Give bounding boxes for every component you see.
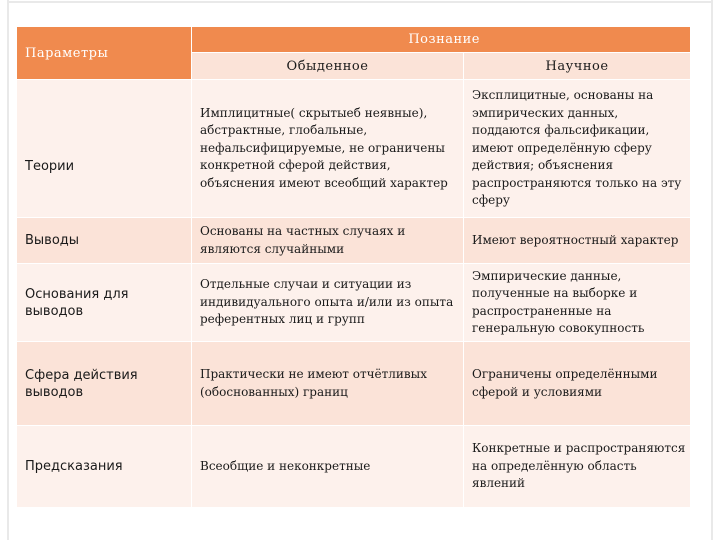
table-row-theories	[17, 80, 691, 218]
comparison-table	[16, 26, 691, 508]
header-ordinary: Обыденное	[192, 53, 464, 80]
cell-ordinary-grounds: Отдельные случаи и ситуации из индивидуального опыта и/или из опыта референтных лиц и групп	[192, 264, 464, 342]
cell-ordinary-scope: Практически не имеют отчётливых (обоснованных) границ	[192, 342, 464, 426]
table-row-predictions	[17, 426, 691, 508]
row-label-predictions: Предсказания	[17, 426, 192, 508]
table-row-scope	[17, 342, 691, 426]
cell-scientific-predictions: Конкретные и распространяются на определённую область явлений	[464, 426, 691, 508]
cell-ordinary-conclusions: Основаны на частных случаях и являются случайными	[192, 218, 464, 264]
cell-scientific-scope: Ограничены определёнными сферой и условиями	[464, 342, 691, 426]
cell-scientific-grounds: Эмпирические данные, полученные на выборке и распространенные на генеральную совокупность	[464, 264, 691, 342]
table-row-conclusions	[17, 218, 691, 264]
header-params: Параметры	[17, 27, 192, 80]
slide-frame-left	[7, 0, 9, 540]
cell-ordinary-predictions: Всеобщие и неконкретные	[192, 426, 464, 508]
table-row-grounds	[17, 264, 691, 342]
row-label-theories: Теории	[17, 80, 192, 218]
header-knowledge: Познание	[192, 27, 691, 53]
cell-ordinary-theories: Имплицитные( скрытыеб неявные), абстрактные, глобальные, нефальсифицируемые, не ограничены конкретной сферой действия, объяснения имеют всеобщий характер	[192, 80, 464, 218]
slide-frame-right	[711, 0, 713, 540]
cell-scientific-theories: Эксплицитные, основаны на эмпирических данных, поддаются фальсификации, имеют определённую сферу действия; объяснения распространяются только на эту сферу	[464, 80, 691, 218]
header-scientific: Научное	[464, 53, 691, 80]
slide-frame-top	[7, 1, 713, 3]
row-label-grounds: Основания для выводов	[17, 264, 192, 342]
cell-scientific-conclusions: Имеют вероятностный характер	[464, 218, 691, 264]
row-label-conclusions: Выводы	[17, 218, 192, 264]
row-label-scope: Сфера действия выводов	[17, 342, 192, 426]
